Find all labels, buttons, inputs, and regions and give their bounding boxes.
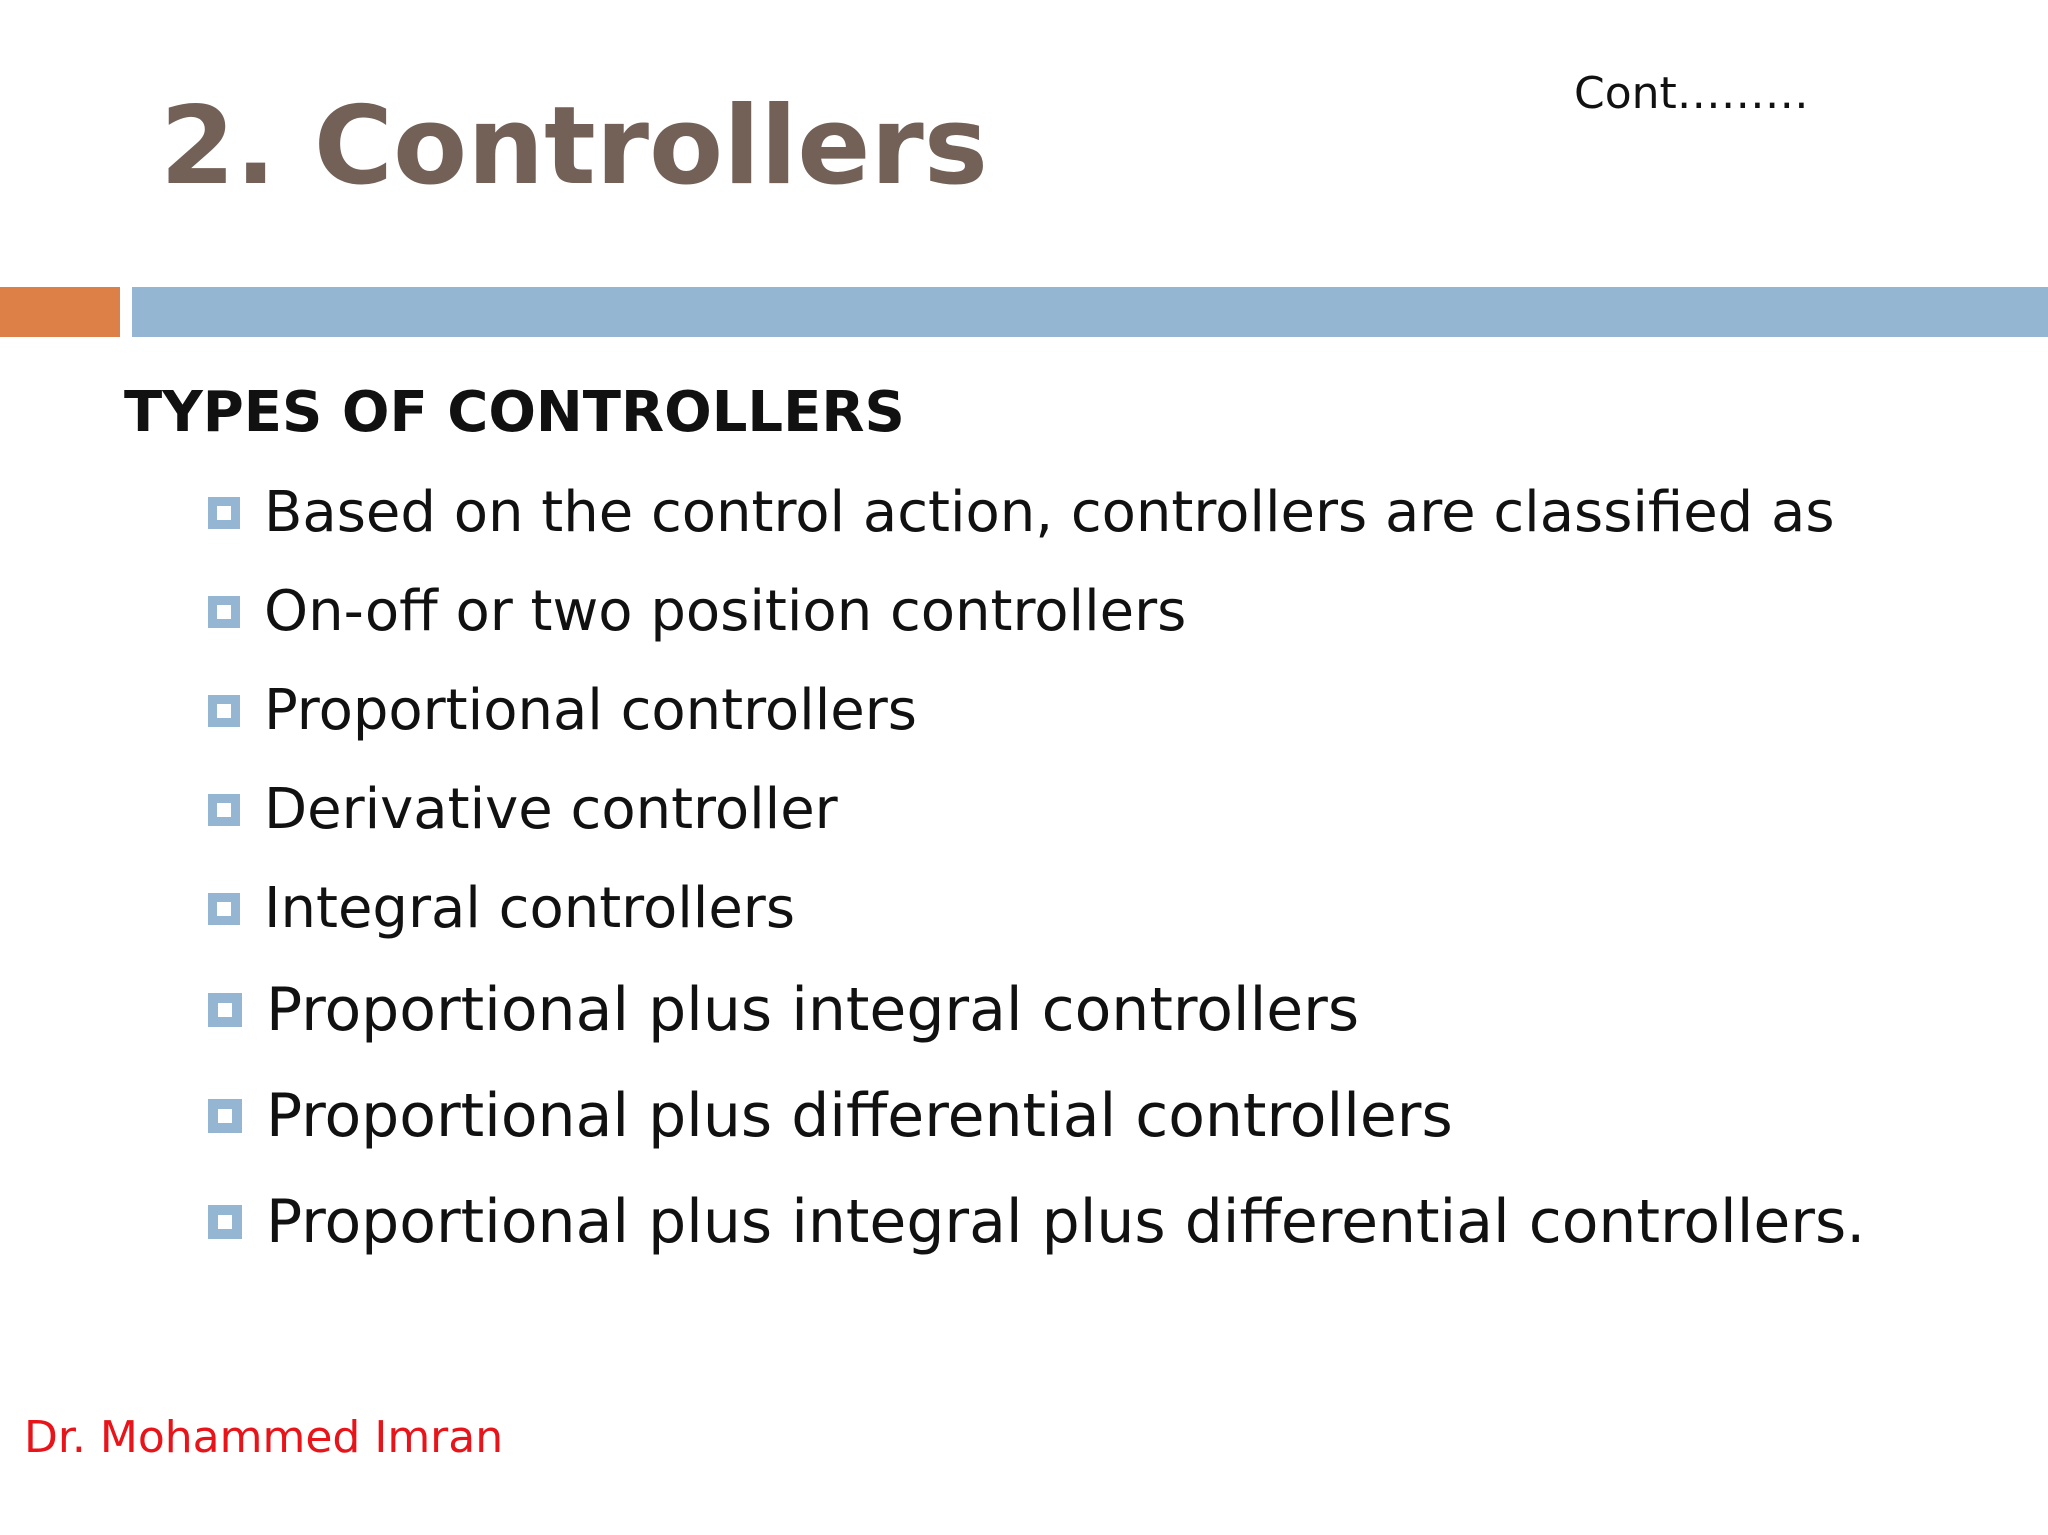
continuation-label: Cont……… (1574, 68, 1809, 119)
hollow-square-bullet-icon (208, 893, 240, 925)
section-heading: TYPES OF CONTROLLERS (124, 380, 905, 445)
accent-band (0, 287, 120, 337)
slide-title: 2. Controllers (160, 84, 989, 209)
list-item-text: Derivative controller (264, 777, 838, 842)
list-item (208, 478, 1835, 548)
hollow-square-bullet-icon (208, 497, 240, 529)
list-item (208, 874, 795, 944)
hollow-square-bullet-icon (208, 695, 240, 727)
hollow-square-bullet-icon (208, 1099, 242, 1133)
list-item-text: Proportional plus integral plus differential controllers. (266, 1187, 1866, 1257)
author-name: Dr. Mohammed Imran (24, 1412, 504, 1463)
list-item (208, 676, 917, 746)
list-item (208, 1078, 1453, 1154)
list-item-text: Based on the control action, controllers are classified as (264, 480, 1835, 545)
list-item-text: On-off or two position controllers (264, 579, 1187, 644)
list-item-text: Proportional controllers (264, 678, 917, 743)
list-item-text: Integral controllers (264, 876, 795, 941)
hollow-square-bullet-icon (208, 596, 240, 628)
header-band (132, 287, 2048, 337)
list-item-text: Proportional plus integral controllers (266, 975, 1360, 1045)
list-item-text: Proportional plus differential controllers (266, 1081, 1453, 1151)
hollow-square-bullet-icon (208, 1205, 242, 1239)
list-item (208, 577, 1186, 647)
hollow-square-bullet-icon (208, 794, 240, 826)
hollow-square-bullet-icon (208, 993, 242, 1027)
list-item (208, 775, 838, 845)
list-item (208, 1184, 1865, 1260)
list-item (208, 972, 1359, 1048)
